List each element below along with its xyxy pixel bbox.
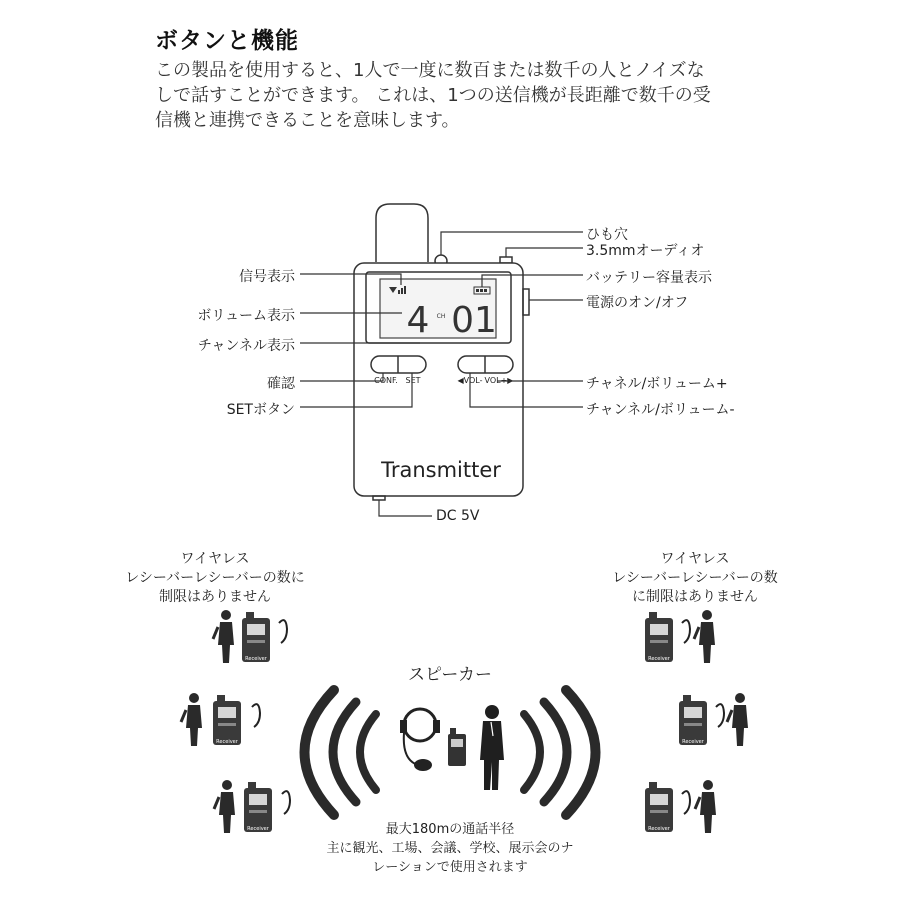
receiver-person-right-3 <box>645 780 716 833</box>
antenna <box>376 204 428 262</box>
dc-port <box>373 496 385 500</box>
receiver-person-right-2 <box>679 693 748 746</box>
device-name: Transmitter <box>381 458 501 482</box>
callout-confirm: 確認 <box>267 376 295 392</box>
page-title: ボタンと機能 <box>155 28 299 54</box>
screen-ch-label: CH <box>436 313 446 320</box>
svg-text:Receiver: Receiver <box>247 826 269 832</box>
callout-ch-vol-minus: チャンネル/ボリューム- <box>586 402 735 418</box>
svg-text:Receiver: Receiver <box>245 656 267 662</box>
sound-waves-left <box>305 690 377 815</box>
callout-ch-vol-plus: チャネル/ボリューム+ <box>586 376 728 392</box>
callout-channel: チャンネル表示 <box>197 338 295 354</box>
svg-text:Receiver: Receiver <box>648 826 670 832</box>
speaker-transmitter <box>448 728 466 766</box>
usage-caption: 最大180mの通話半径 主に観光、工場、会議、学校、展示会のナ レーションで使用されます <box>326 822 574 875</box>
svg-text:Receiver: Receiver <box>216 739 238 745</box>
svg-text:Receiver: Receiver <box>648 656 670 662</box>
intro-line-1: この製品を使用すると、1人で一度に数百または数千の人とノイズな <box>155 60 705 81</box>
sound-waves-right <box>524 690 596 815</box>
callout-audio: 3.5mmオーディオ <box>586 243 705 259</box>
receiver-person-left-2 <box>181 693 260 746</box>
intro-line-2: しで話すことができます。 これは、1つの送信機が長距離で数千の受 <box>155 85 711 106</box>
screen-volume: 4 <box>406 300 430 341</box>
screen-channel: 01 <box>451 300 497 341</box>
speaker-person <box>480 705 504 790</box>
svg-text:Receiver: Receiver <box>682 739 704 745</box>
receiver-person-left-3 <box>214 780 290 833</box>
vol-minus-label: ◀VOL- <box>457 376 483 385</box>
callout-battery: バッテリー容量表示 <box>586 270 712 286</box>
conf-label: CONF. <box>374 376 398 385</box>
set-label: SET <box>405 376 421 385</box>
callout-lanyard: ひも穴 <box>586 227 628 243</box>
speaker-label: スピーカー <box>408 665 492 685</box>
headset-mic-icon <box>400 709 440 771</box>
receiver-person-left-1 <box>213 610 287 663</box>
callout-set-button: SETボタン <box>226 402 295 418</box>
receiver-person-right-1 <box>645 610 715 663</box>
callout-power: 電源のオン/オフ <box>586 295 689 311</box>
intro-line-3: 信機と連携できることを意味します。 <box>155 110 460 131</box>
callout-volume: ボリューム表示 <box>197 308 295 324</box>
callout-dc: DC 5V <box>436 508 480 524</box>
usage-scene <box>0 540 900 900</box>
left-group-text: ワイヤレス レシーバーレシーバーの数に 制限はありません <box>125 551 305 605</box>
callout-signal: 信号表示 <box>239 269 295 285</box>
power-switch <box>523 289 529 315</box>
audio-jack <box>500 257 512 263</box>
right-group-text: ワイヤレス レシーバーレシーバーの数 に制限はありません <box>612 551 778 605</box>
vol-plus-label: VOL+▶ <box>484 376 514 385</box>
